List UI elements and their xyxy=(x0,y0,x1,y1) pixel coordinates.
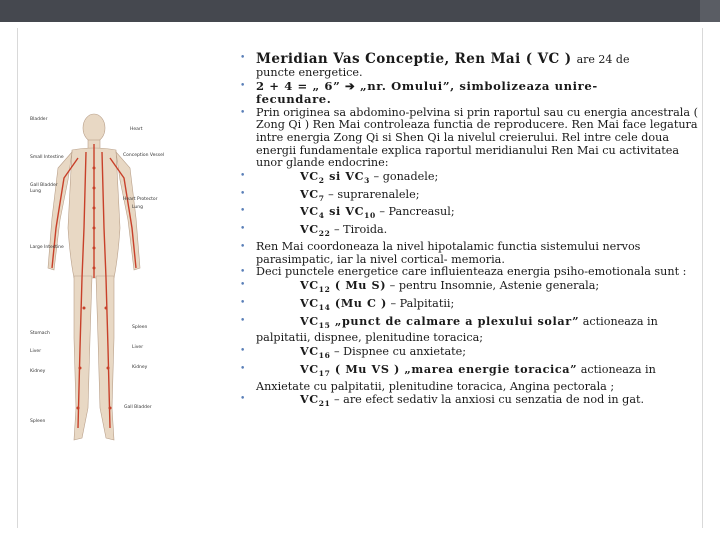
paragraph-hipotalamic: Ren Mai coordoneaza la nivel hipotalamic functia sistemului nervos parasimpatic, iar la nivel cortical- memoria. xyxy=(256,240,641,266)
label-lung-left: Lung xyxy=(30,189,41,194)
vc-plex-solar: actioneaza in palpitatii, dispnee, plenitudine toracica; xyxy=(256,314,658,345)
arrow-right-icon: ➔ xyxy=(345,78,356,93)
heading-meridian: Meridian Vas Conceptie, Ren Mai ( VC ) xyxy=(256,51,572,67)
label-lung-right: Lung xyxy=(132,205,143,210)
vc-dispnee: – Dispnee cu anxietate; xyxy=(330,344,467,358)
bullet-icon: • xyxy=(240,170,246,181)
list-item xyxy=(240,241,700,266)
bullet-icon: • xyxy=(240,315,246,326)
label-kidney-left: Kidney xyxy=(30,369,46,374)
equation-text: 2 + 4 = „ 6” xyxy=(256,78,341,93)
paragraph-origin: Prin originea sa abdomino-pelvina si prin raportul sau cu energia ancestrala ( Zong Qi ) Ren Mai controleaza functia de reproducere. Ren Mai face legatura intre energia Zong Qi si Shen Qi la nivelul creierului. Rel intre cele doua energii fundamentale explica raportul meridianului Ren Mai cu activitatea unor glande endocrine: xyxy=(256,105,698,170)
figure-labels-left xyxy=(30,116,64,424)
bullet-list xyxy=(240,52,700,411)
vc-pancreasul: – Pancreasul; xyxy=(375,205,455,219)
bullet-icon: • xyxy=(240,267,246,278)
title-bar xyxy=(0,0,720,22)
list-item: • $VC_4$ si $VC_{10}$ – Pancreasul; xyxy=(240,204,455,221)
equation-meaning-end: fecundare. xyxy=(256,92,332,107)
label-large-intestine: Large Intestine xyxy=(30,245,64,250)
bullet-icon: • xyxy=(240,188,246,199)
bullet-icon: • xyxy=(240,53,246,63)
label-heart-protector: Heart Protector xyxy=(123,197,158,202)
equation-meaning: „nr. Omului”, simbolizeaza unire- xyxy=(359,78,598,93)
frame-right-line xyxy=(702,28,703,528)
list-item: • $VC_2$ si $VC_3$ – gonadele; xyxy=(240,168,439,185)
list-item xyxy=(240,107,700,170)
list-item: • $VC_{17}$ ( Mu VS ) „marea energie toracica” actioneaza in Anxietate cu palpitatii, plenitudine toracica, Angina pectorala ; xyxy=(240,361,656,393)
list-item: • $VC_{22}$ – Tiroida. xyxy=(240,222,388,239)
bullet-icon: • xyxy=(240,107,246,118)
bullet-icon: • xyxy=(240,224,246,235)
list-item: • $VC_{12}$ ( Mu S) – pentru Insomnie, Astenie generala; xyxy=(240,277,600,295)
frame-left-line xyxy=(17,28,18,528)
label-spleen-left: Spleen xyxy=(30,419,46,424)
label-kidney-right: Kidney xyxy=(132,365,148,370)
bullet-icon: • xyxy=(240,80,246,91)
meridian-figure xyxy=(28,108,165,448)
bullet-icon: • xyxy=(240,297,246,308)
vc-insomnie: – pentru Insomnie, Astenie generala; xyxy=(386,278,600,292)
title-bar-accent xyxy=(700,0,720,22)
title-bar-dark xyxy=(0,0,700,22)
list-item xyxy=(240,80,700,107)
bullet-icon: • xyxy=(240,242,246,253)
vc-gonadele: – gonadele; xyxy=(369,169,439,183)
list-item: • $VC_{14}$ (Mu C ) – Palpitatii; xyxy=(240,295,455,312)
bullet-icon: • xyxy=(240,206,246,217)
list-item: • $VC_{16}$ – Dispnee cu anxietate; xyxy=(240,343,467,361)
label-small-intestine: Small Intestine xyxy=(30,155,64,160)
meridian-figure-svg xyxy=(28,108,165,448)
list-item: • $VC_7$ – suprarenalele; xyxy=(240,186,420,203)
label-gall-bladder-right: Gall Bladder xyxy=(124,405,152,410)
vc-nod-in-gat: – are efect sedativ la anxiosi cu senzatia de nod in gat. xyxy=(330,393,645,407)
vc-suprarenalele: – suprarenalele; xyxy=(324,187,420,201)
label-stomach: Stomach xyxy=(30,331,50,336)
list-item: • $VC_{21}$ – are efect sedativ la anxiosi cu senzatia de nod in gat. xyxy=(240,392,645,409)
vc-palpitatii: – Palpitatii; xyxy=(386,296,455,310)
label-spleen-right: Spleen xyxy=(132,325,148,330)
bullet-icon: • xyxy=(240,363,246,374)
bullet-icon: • xyxy=(240,345,246,356)
vc-marea-energie: actioneaza in Anxietate cu palpitatii, plenitudine toracica, Angina pectorala ; xyxy=(256,362,656,393)
label-bladder: Bladder xyxy=(30,117,48,122)
paragraph-puncte: Deci punctele energetice care influienteaza energia psiho-emotionala sunt : xyxy=(256,265,687,279)
label-heart: Heart xyxy=(130,127,143,132)
label-liver-right: Liver xyxy=(132,345,144,350)
label-liver-left: Liver xyxy=(30,349,42,354)
label-conception-vessel: Conception Vessel xyxy=(123,153,165,158)
bullet-icon: • xyxy=(240,394,246,405)
heading-line2: puncte energetice. xyxy=(256,66,363,79)
label-gall-bladder-left: Gall Bladder xyxy=(30,183,58,188)
list-item xyxy=(240,52,700,80)
list-item: • $VC_{15}$ „punct de calmare a plexului solar” actioneaza in palpitatii, dispnee, plenitudine toracica; xyxy=(240,313,658,345)
heading-tail: are 24 de xyxy=(576,53,630,66)
bullet-icon: • xyxy=(240,279,246,290)
vc-tiroida: – Tiroida. xyxy=(330,223,388,237)
